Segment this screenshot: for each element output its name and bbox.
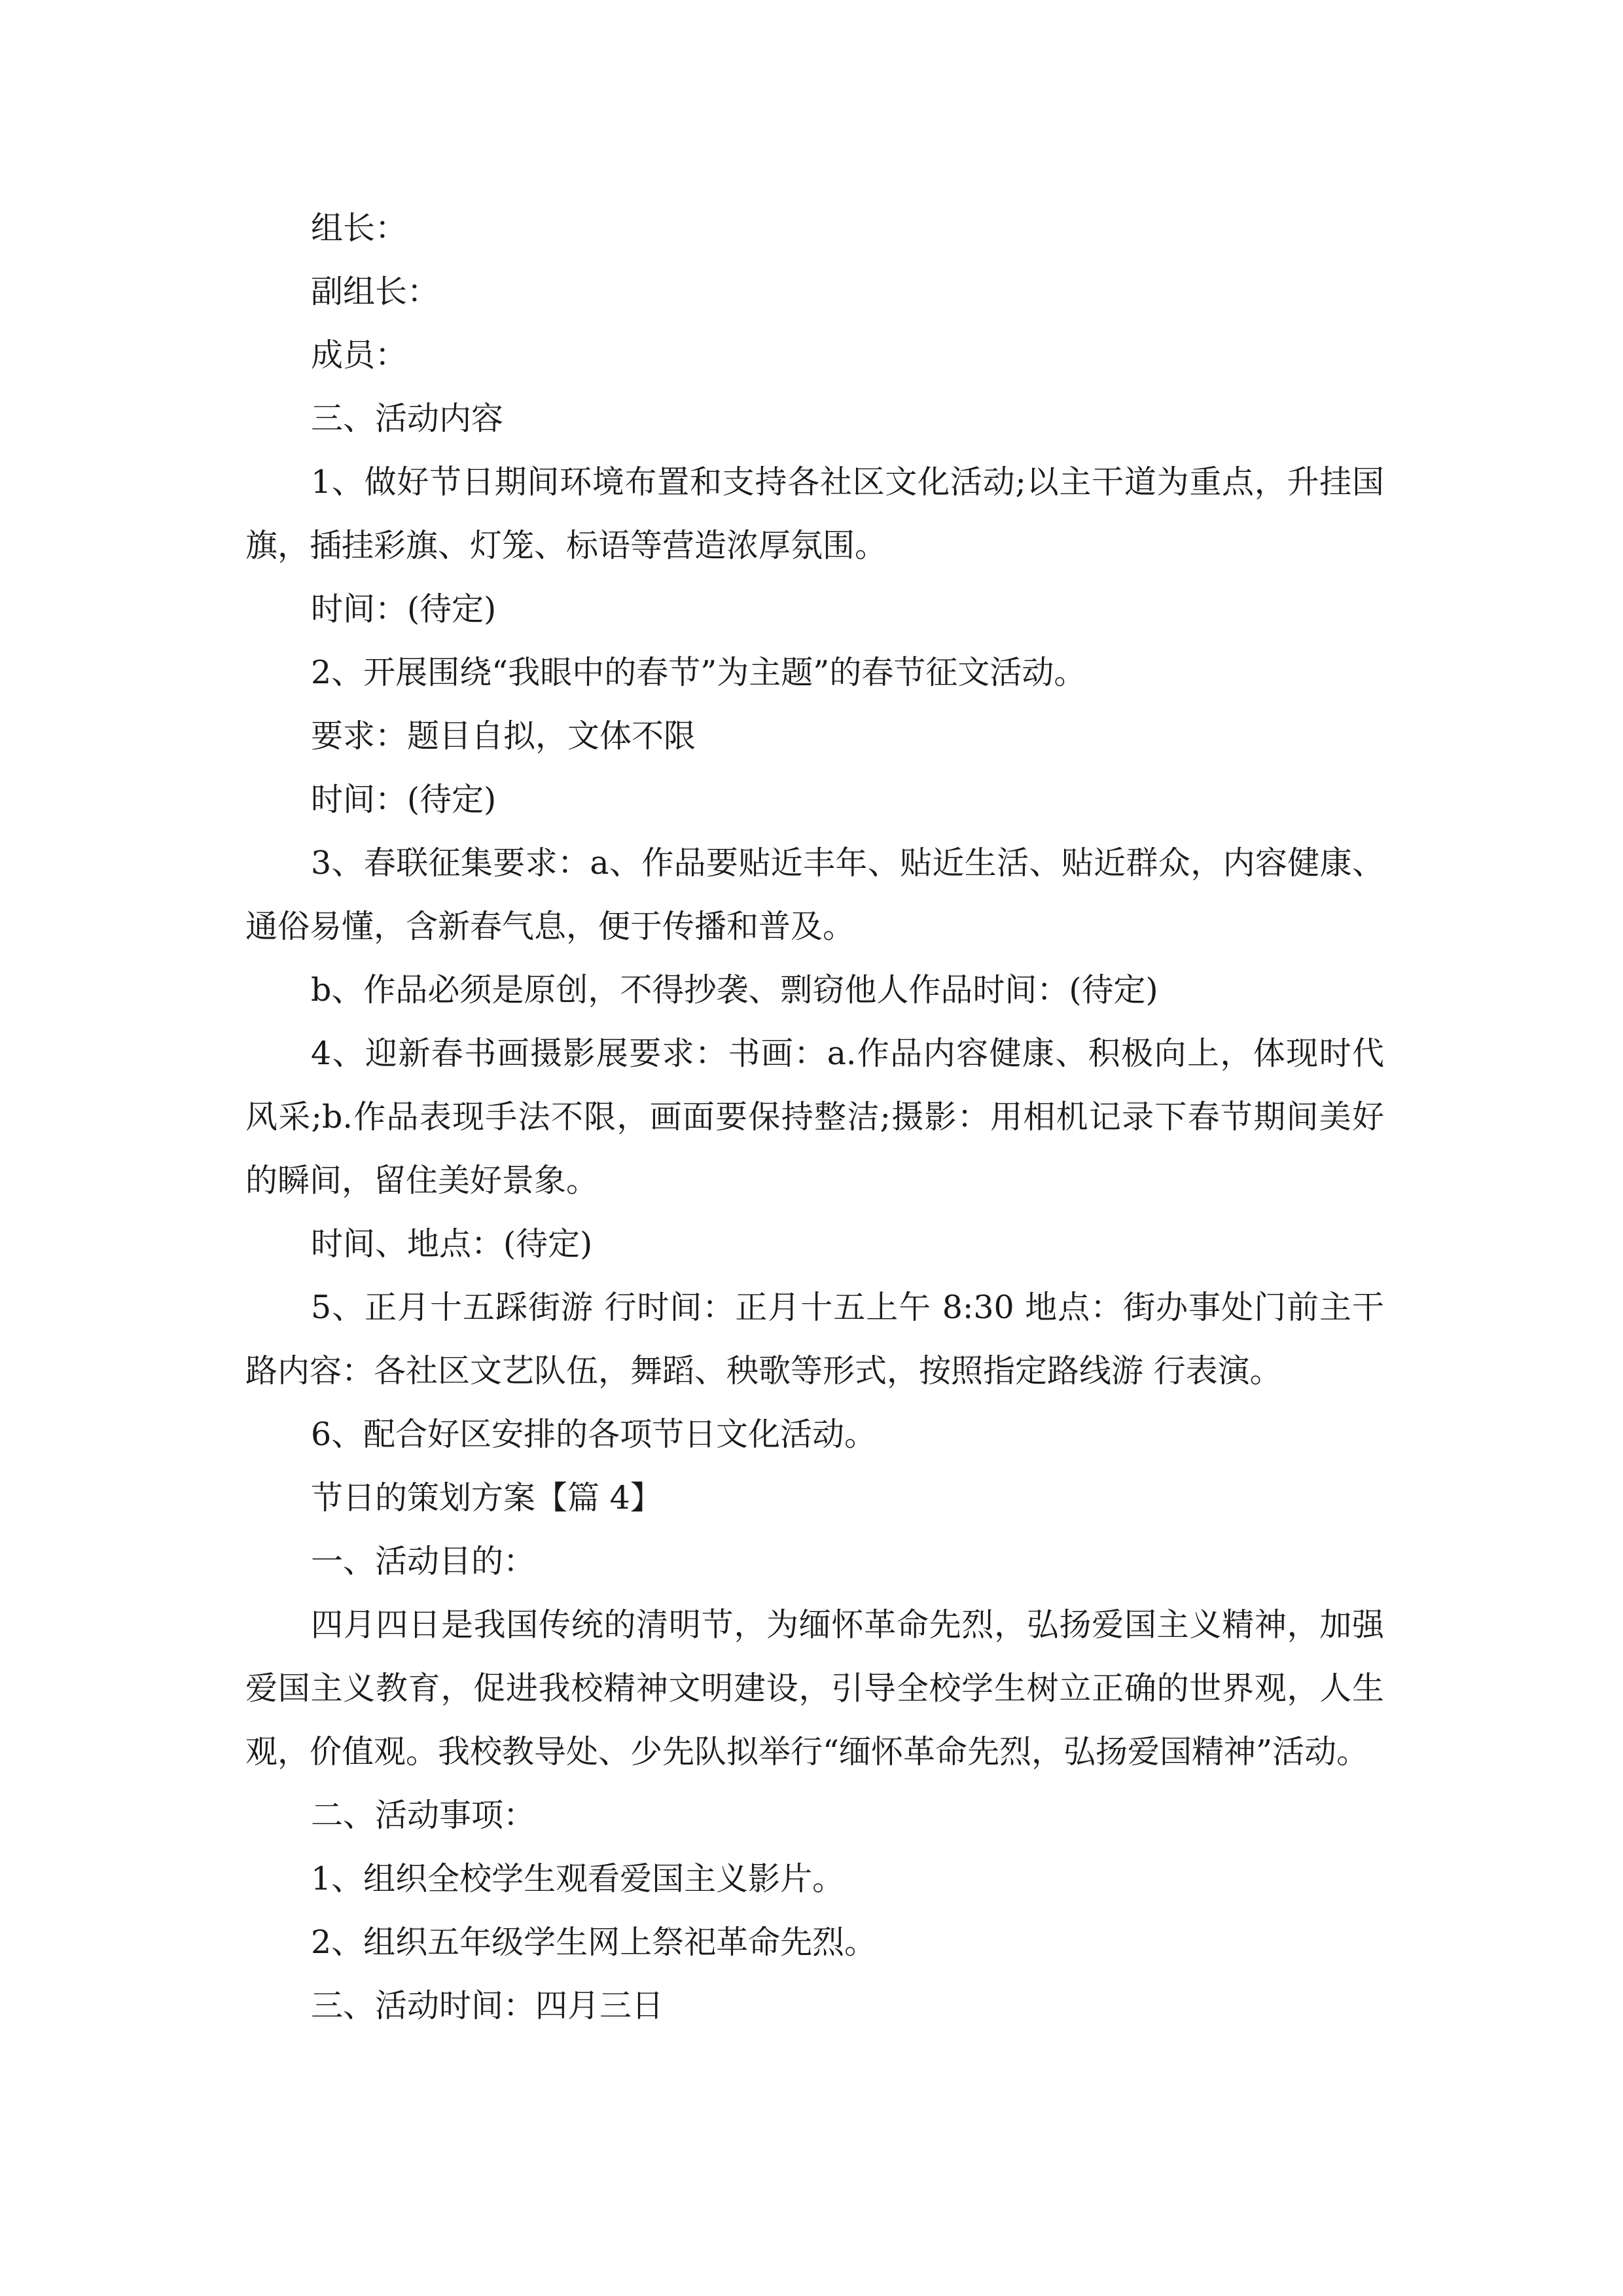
- paragraph-members: 成员：: [311, 336, 408, 374]
- paragraph-purpose: 四月四日是我国传统的清明节，为缅怀革命先烈，弘扬爱国主义精神，加强爱国主义教育，促进我校精神文明建设，引导全校学生树立正确的世界观，人生观，价值观。我校教导处、少先队拟举行“缅怀革命先烈，弘扬爱国精神”活动。: [245, 1606, 1384, 1770]
- paragraph-deputy-leader: 副组长：: [311, 273, 440, 310]
- document-body: [245, 196, 1384, 2037]
- paragraph-activity-item-1: 1、组织全校学生观看爱国主义影片。: [311, 1860, 845, 1897]
- paragraph-item-1: 1、做好节日期间环境布置和支持各社区文化活动;以主干道为重点，升挂国旗，插挂彩旗、灯笼、标语等营造浓厚氛围。: [245, 463, 1384, 564]
- paragraph-item-3b: b、作品必须是原创，不得抄袭、剽窃他人作品时间：(待定): [311, 971, 1158, 1009]
- paragraph-item-4: 4、迎新春书画摄影展要求：书画：a.作品内容健康、积极向上，体现时代风采;b.作品表现手法不限，画面要保持整洁;摄影：用相机记录下春节期间美好的瞬间，留住美好景象。: [245, 1035, 1384, 1199]
- section-heading-activity-items: 二、活动事项：: [311, 1797, 536, 1834]
- paragraph-time-place: 时间、地点：(待定): [311, 1225, 593, 1263]
- paragraph-time-2: 时间：(待定): [311, 781, 497, 818]
- paragraph-item-5: 5、正月十五踩街游 行时间：正月十五上午 8:30 地点：街办事处门前主干路内容：各社区文艺队伍，舞蹈、秧歌等形式，按照指定路线游 行表演。: [245, 1289, 1384, 1390]
- paragraph-item-2: 2、开展围绕“我眼中的春节”为主题”的春节征文活动。: [311, 654, 1086, 691]
- paragraph-time-1: 时间：(待定): [311, 590, 497, 628]
- paragraph-activity-item-2: 2、组织五年级学生网上祭祀革命先烈。: [311, 1924, 877, 1961]
- paragraph-item-6: 6、配合好区安排的各项节日文化活动。: [311, 1416, 877, 1453]
- paragraph-item-3: 3、春联征集要求：a、作品要贴近丰年、贴近生活、贴近群众，内容健康、通俗易懂，含新春气息，便于传播和普及。: [245, 844, 1384, 945]
- paragraph-requirement: 要求：题目自拟，文体不限: [311, 717, 696, 755]
- section-title-plan-4: 节日的策划方案【篇 4】: [311, 1479, 662, 1516]
- section-heading-activity-time: 三、活动时间：四月三日: [311, 1987, 664, 2024]
- section-heading-activity-content: 三、活动内容: [311, 400, 504, 437]
- paragraph-leader: 组长：: [311, 209, 408, 247]
- section-heading-purpose: 一、活动目的：: [311, 1543, 536, 1580]
